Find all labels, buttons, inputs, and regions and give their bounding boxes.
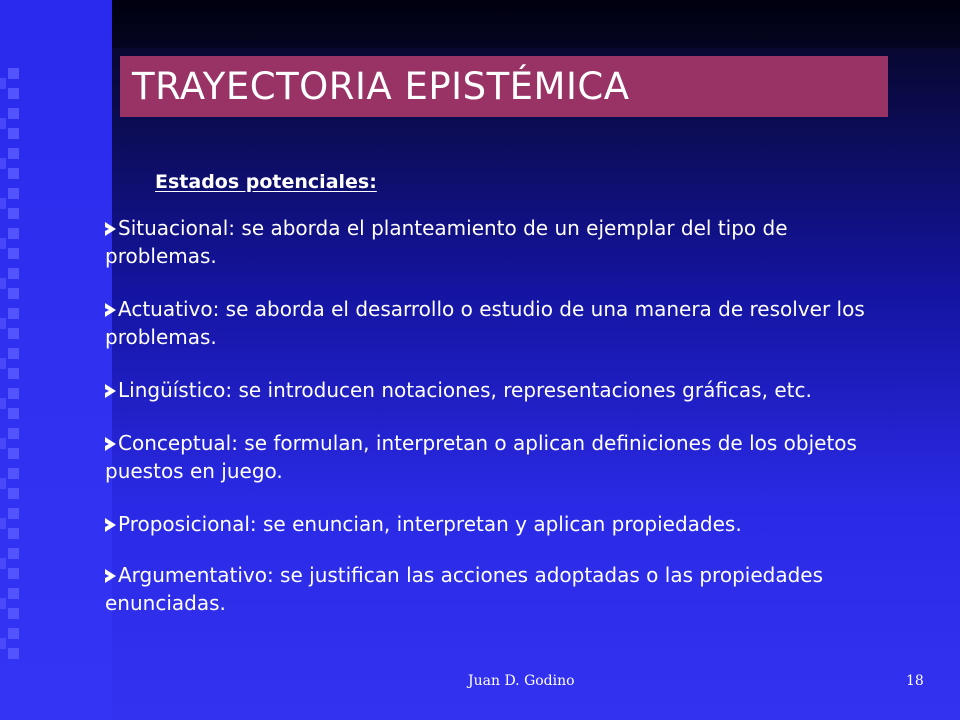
top-dark-band	[112, 0, 960, 48]
decorative-square	[0, 358, 6, 369]
decorative-square	[8, 108, 19, 119]
title-box	[120, 56, 888, 117]
decorative-square	[8, 448, 19, 459]
bullet-text: Conceptual: se formulan, interpretan o aplican definiciones de los objetos puestos en juego.	[105, 431, 857, 483]
decorative-square	[0, 118, 6, 129]
decorative-square	[8, 528, 19, 539]
bullet-text: Argumentativo: se justifican las acciones adoptadas o las propiedades enunciadas.	[105, 563, 823, 615]
decorative-square	[0, 278, 6, 289]
bullet-text: Situacional: se aborda el planteamiento de un ejemplar del tipo de problemas.	[105, 216, 788, 268]
page-number: 18	[906, 673, 924, 689]
decorative-square	[8, 128, 19, 139]
decorative-square	[8, 148, 19, 159]
decorative-square	[0, 398, 6, 409]
arrow-bullet-icon	[105, 518, 116, 532]
arrow-bullet-icon	[105, 437, 116, 451]
decorative-square	[8, 188, 19, 199]
decorative-square	[8, 68, 19, 79]
arrow-bullet-icon	[105, 303, 116, 317]
decorative-square	[0, 518, 6, 529]
decorative-square	[8, 508, 19, 519]
decorative-square	[8, 288, 19, 299]
decorative-square	[8, 488, 19, 499]
bullet-item-linguistico	[105, 376, 905, 404]
decorative-square	[8, 388, 19, 399]
decorative-square	[8, 628, 19, 639]
bullet-text: Actuativo: se aborda el desarrollo o estudio de una manera de resolver los problemas.	[105, 297, 865, 349]
decorative-square	[0, 158, 6, 169]
decorative-square	[8, 208, 19, 219]
decorative-square	[0, 558, 6, 569]
decorative-square	[8, 588, 19, 599]
bullet-item-proposicional	[105, 510, 905, 538]
decorative-square	[0, 638, 6, 649]
slide-title: TRAYECTORIA EPISTÉMICA	[132, 65, 630, 108]
decorative-square	[8, 408, 19, 419]
decorative-squares	[0, 68, 30, 668]
decorative-square	[8, 248, 19, 259]
decorative-square	[8, 88, 19, 99]
decorative-square	[0, 238, 6, 249]
bullet-item-situacional	[105, 214, 905, 270]
decorative-square	[8, 648, 19, 659]
decorative-square	[0, 438, 6, 449]
decorative-square	[0, 318, 6, 329]
decorative-square	[8, 608, 19, 619]
decorative-square	[8, 228, 19, 239]
decorative-square	[0, 198, 6, 209]
bullet-text: Proposicional: se enuncian, interpretan y aplican propiedades.	[118, 512, 742, 536]
decorative-square	[8, 348, 19, 359]
decorative-square	[8, 168, 19, 179]
bullet-item-argumentativo	[105, 561, 905, 617]
bullet-list	[105, 214, 905, 642]
arrow-bullet-icon	[105, 569, 116, 583]
subheading: Estados potenciales:	[155, 171, 377, 193]
decorative-square	[8, 548, 19, 559]
decorative-square	[8, 368, 19, 379]
decorative-square	[8, 308, 19, 319]
decorative-square	[8, 568, 19, 579]
decorative-square	[8, 268, 19, 279]
arrow-bullet-icon	[105, 222, 116, 236]
footer-author: Juan D. Godino	[468, 673, 575, 689]
decorative-square	[0, 78, 6, 89]
decorative-square	[8, 328, 19, 339]
decorative-square	[0, 598, 6, 609]
bullet-text: Lingüístico: se introducen notaciones, representaciones gráficas, etc.	[118, 378, 812, 402]
decorative-square	[0, 478, 6, 489]
decorative-square	[8, 468, 19, 479]
arrow-bullet-icon	[105, 384, 116, 398]
bullet-item-conceptual	[105, 429, 905, 485]
bullet-item-actuativo	[105, 295, 905, 351]
decorative-square	[8, 428, 19, 439]
